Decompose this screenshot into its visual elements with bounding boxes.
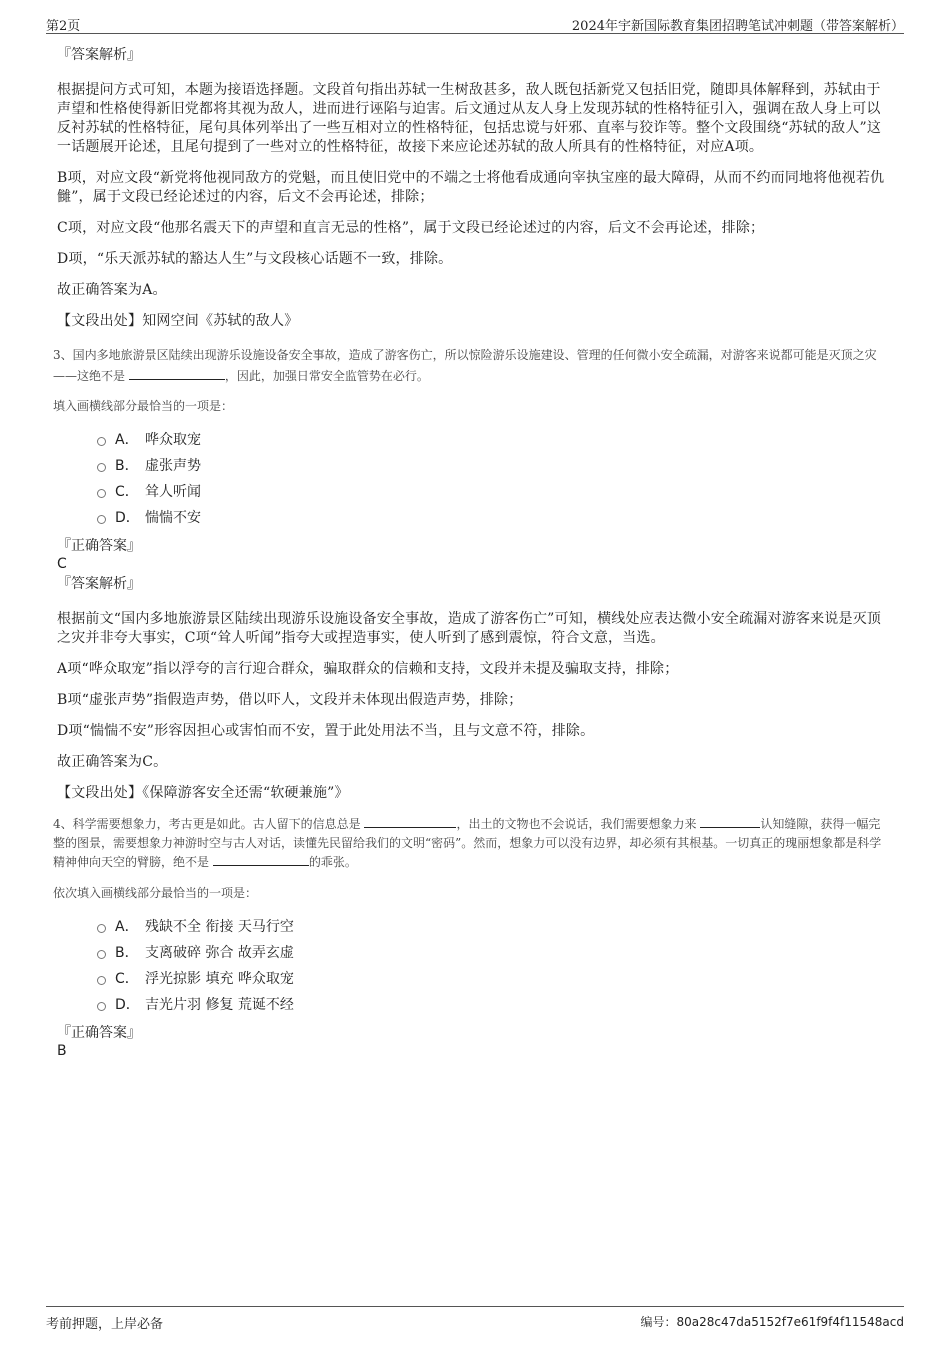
analysis-paragraph: 根据前文“国内多地旅游景区陆续出现游乐设施设备安全事故，造成了游客伤亡”可知，横线处应表达微小安全疏漏对游客来说是灭顶之灾并非夸大事实，C项“耸人听闻”指夸大或捏造事实，使人听到了感到震惊，符合文意，当选。 [57, 611, 882, 646]
radio-button[interactable] [97, 1002, 106, 1011]
option-a[interactable]: A． 残缺不全 衔接 天马行空 [57, 914, 890, 940]
option-b[interactable]: B． 支离破碎 弥合 故弄玄虚 [57, 940, 890, 966]
analysis-paragraph: 故正确答案为A。 [57, 282, 167, 298]
option-c[interactable]: C． 耸人听闻 [57, 479, 890, 505]
question-stem: 3、国内多地旅游景区陆续出现游乐设施设备安全事故，造成了游客伤亡，所以惊险游乐设施建设、管理的任何微小安全疏漏，对游客来说都可能是灭顶之灾——这绝不是 ，因此，加强日常安全监管势在必行。 [53, 348, 877, 383]
analysis-paragraph: B项“虚张声势”指假造声势，借以吓人，文段并未体现出假造声势，排除； [57, 692, 523, 708]
analysis-paragraph: C项，对应文段“他那名震天下的声望和直言无忌的性格”，属于文段已经论述过的内容，后文不会再论述，排除； [57, 220, 765, 236]
option-c[interactable]: C． 浮光掠影 填充 哗众取宠 [57, 966, 890, 992]
answer-blank [700, 815, 760, 828]
radio-button[interactable] [97, 924, 106, 933]
correct-answer-label: 『正确答案』 [57, 1025, 141, 1041]
radio-button[interactable] [97, 976, 106, 985]
option-a[interactable]: A． 哗众取宠 [57, 427, 890, 453]
question-instruction: 填入画横线部分最恰当的一项是： [53, 399, 234, 413]
page-number: 第2页 [46, 19, 81, 34]
page-footer [46, 1306, 904, 1332]
analysis-paragraph: B项，对应文段“新党将他视同敌方的党魁，而且使旧党中的不端之士将他看成通向宰执宝座的最大障碍，从而不约而同地将他视若仇雠”，属于文段已经论述过的内容，后文不会再论述，排除； [57, 170, 885, 205]
option-b[interactable]: B． 虚张声势 [57, 453, 890, 479]
source-citation: 【文段出处】《保障游客安全还需“软硬兼施”》 [57, 785, 349, 801]
question-3 [53, 345, 890, 415]
radio-button[interactable] [97, 463, 106, 472]
analysis-paragraph: D项“惴惴不安”形容因担心或害怕而不安，置于此处用法不当，且与文意不符，排除。 [57, 723, 595, 739]
radio-button[interactable] [97, 489, 106, 498]
question-instruction: 依次填入画横线部分最恰当的一项是： [53, 886, 258, 900]
document-title: 2024年宇新国际教育集团招聘笔试冲刺题（带答案解析） [571, 19, 904, 34]
question-stem: 4、科学需要想象力，考古更是如此。古人留下的信息总是 ，出土的文物也不会说话，我们需要想象力来 认知缝隙，获得一幅完整的图景，需要想象力神游时空与古人对话，读懂先民留给我们的文明“密码”。然而，想象力可以没有边界，却必须有其根基。一切真正的瑰丽想象都是科学精神伸向天空的臂膀，绝不是 的乖张。 [53, 817, 882, 869]
radio-button[interactable] [97, 437, 106, 446]
analysis-paragraph: A项“哗众取宠”指以浮夸的言行迎合群众，骗取群众的信赖和支持，文段并未提及骗取支持，排除； [57, 661, 679, 677]
analysis-paragraph: 根据提问方式可知，本题为接语选择题。文段首句指出苏轼一生树敌甚多，敌人既包括新党又包括旧党，随即具体解释到，苏轼由于声望和性格使得新旧党都将其视为敌人，进而进行诬陷与迫害。后文通过从友人身上发现苏轼的性格特征引入，强调在敌人身上可以反衬苏轼的性格特征，尾句具体列举出了一些互相对立的性格特征，包括忠谠与奸邪、直率与狡诈等。整个文段围绕“苏轼的敌人”这一话题展开论述，且尾句提到了一些对立的性格特征，故接下来应论述苏轼的敌人所具有的性格特征，对应A项。 [57, 82, 882, 155]
correct-answer-value: C [57, 556, 67, 572]
source-citation: 【文段出处】知网空间《苏轼的敌人》 [57, 313, 299, 329]
radio-button[interactable] [97, 950, 106, 959]
option-d[interactable]: D． 吉光片羽 修复 荒诞不经 [57, 992, 890, 1018]
footer-slogan: 考前押题，上岸必备 [46, 1317, 164, 1332]
option-list [57, 914, 890, 1018]
answer-blank [129, 367, 225, 380]
document-code: 编号：80a28c47da5152f7e61f9f4f11548acd [640, 1315, 904, 1329]
analysis-paragraph: 故正确答案为C。 [57, 754, 168, 770]
question-4 [53, 815, 890, 902]
answer-blank [213, 853, 309, 866]
correct-answer-label: 『正确答案』 [57, 538, 141, 554]
option-d[interactable]: D． 惴惴不安 [57, 505, 890, 531]
page-header [46, 13, 904, 34]
correct-answer-value: B [57, 1043, 67, 1059]
analysis-label: 『答案解析』 [57, 576, 141, 592]
option-list [57, 427, 890, 531]
radio-button[interactable] [97, 515, 106, 524]
analysis-label: 『答案解析』 [57, 47, 141, 63]
answer-blank [364, 815, 456, 828]
main-content [53, 46, 890, 1060]
analysis-paragraph: D项，“乐天派苏轼的豁达人生”与文段核心话题不一致，排除。 [57, 251, 453, 267]
